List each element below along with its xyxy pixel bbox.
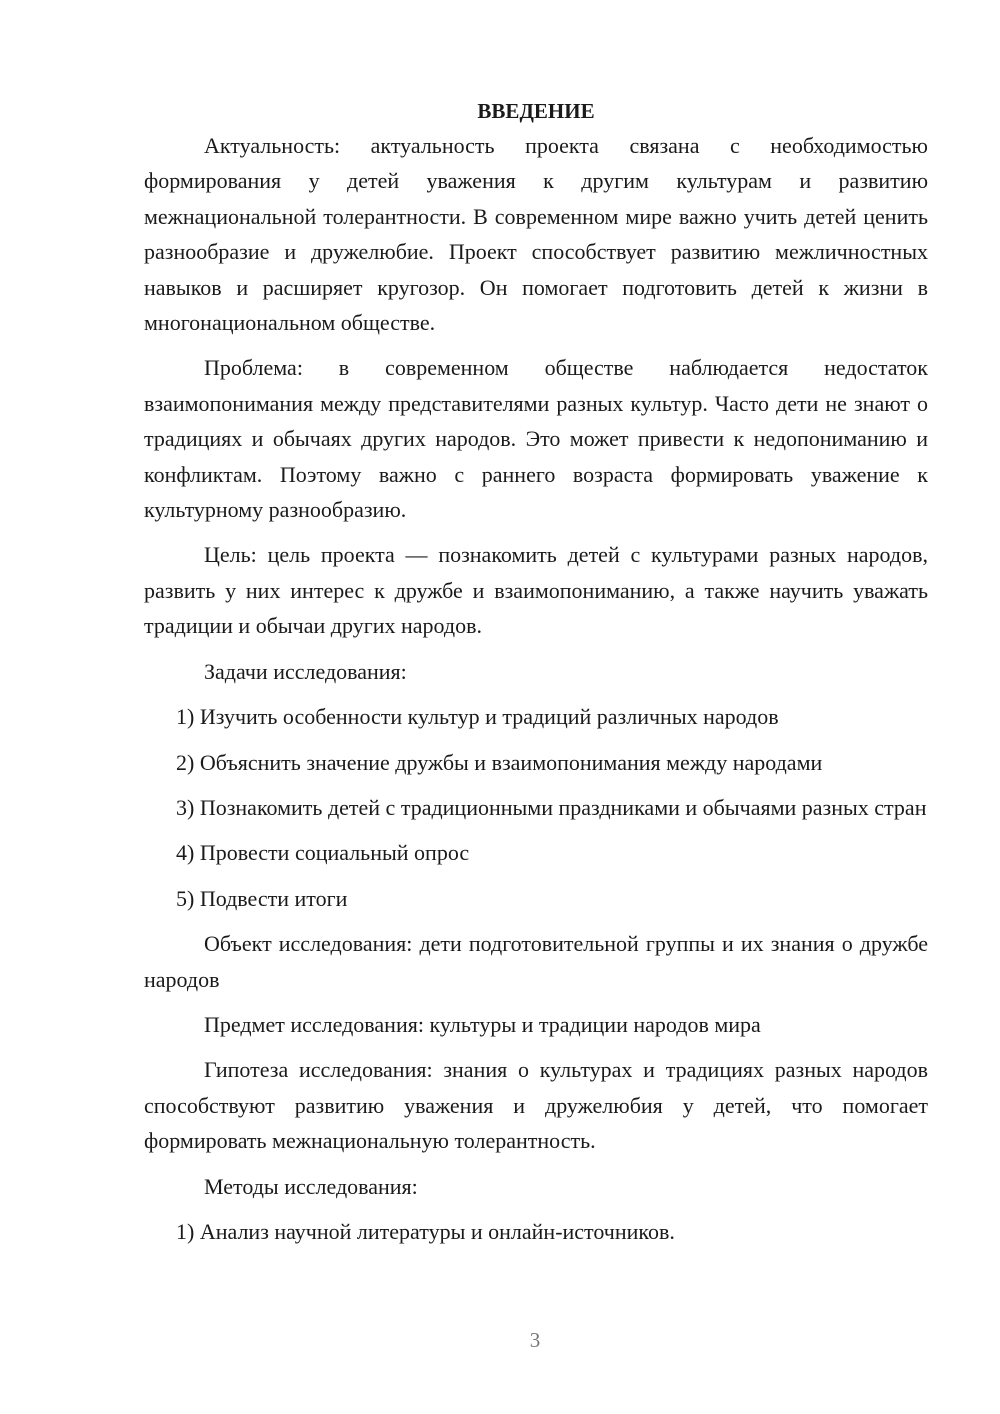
task-item-3: 3) Познакомить детей с традиционными праздниками и обычаями разных стран: [176, 794, 927, 820]
relevance-paragraph: Актуальность: актуальность проекта связана с необходимостью формирования у детей уважения к другим культурам и развитию межнациональной толерантности. В современном мире важно учить детей ценить разнообразие и дружелюбие. Проект способствует развитию межличностных навыков и расширяет кругозор. Он помогает подготовить детей к жизни в многонациональном обществе.: [144, 133, 928, 336]
hypothesis-paragraph: Гипотеза исследования: знания о культурах и традициях разных народов способствуют развитию уважения и дружелюбия у детей, что помогает формировать межнациональную толерантность.: [144, 1057, 928, 1154]
task-item-1: 1) Изучить особенности культур и традиций различных народов: [176, 704, 779, 730]
object-paragraph: Объект исследования: дети подготовительной группы и их знания о дружбе народов: [144, 931, 928, 992]
task-item-4: 4) Провести социальный опрос: [176, 840, 470, 866]
methods-heading: Методы исследования:: [204, 1173, 418, 1199]
page-number: 3: [529, 1328, 541, 1352]
goal-paragraph: Цель: цель проекта — познакомить детей с культурами разных народов, развить у них интерес к дружбе и взаимопониманию, а также научить уважать традиции и обычаи других народов.: [144, 542, 928, 639]
subject-paragraph: Предмет исследования: культуры и традиции народов мира: [204, 1011, 761, 1037]
tasks-heading: Задачи исследования:: [204, 658, 407, 684]
document-page: [144, 94, 928, 1259]
page-title: ВВЕДЕНИЕ: [477, 99, 595, 123]
method-item-1: 1) Анализ научной литературы и онлайн-источников.: [176, 1218, 675, 1244]
task-item-2: 2) Объяснить значение дружбы и взаимопонимания между народами: [176, 749, 823, 775]
problem-paragraph: Проблема: в современном обществе наблюдается недостаток взаимопонимания между представителями разных культур. Часто дети не знают о традициях и обычаях других народов. Это может привести к недопониманию и конфликтам. Поэтому важно с раннего возраста формировать уважение к культурному разнообразию.: [144, 355, 928, 523]
task-item-5: 5) Подвести итоги: [176, 885, 348, 911]
